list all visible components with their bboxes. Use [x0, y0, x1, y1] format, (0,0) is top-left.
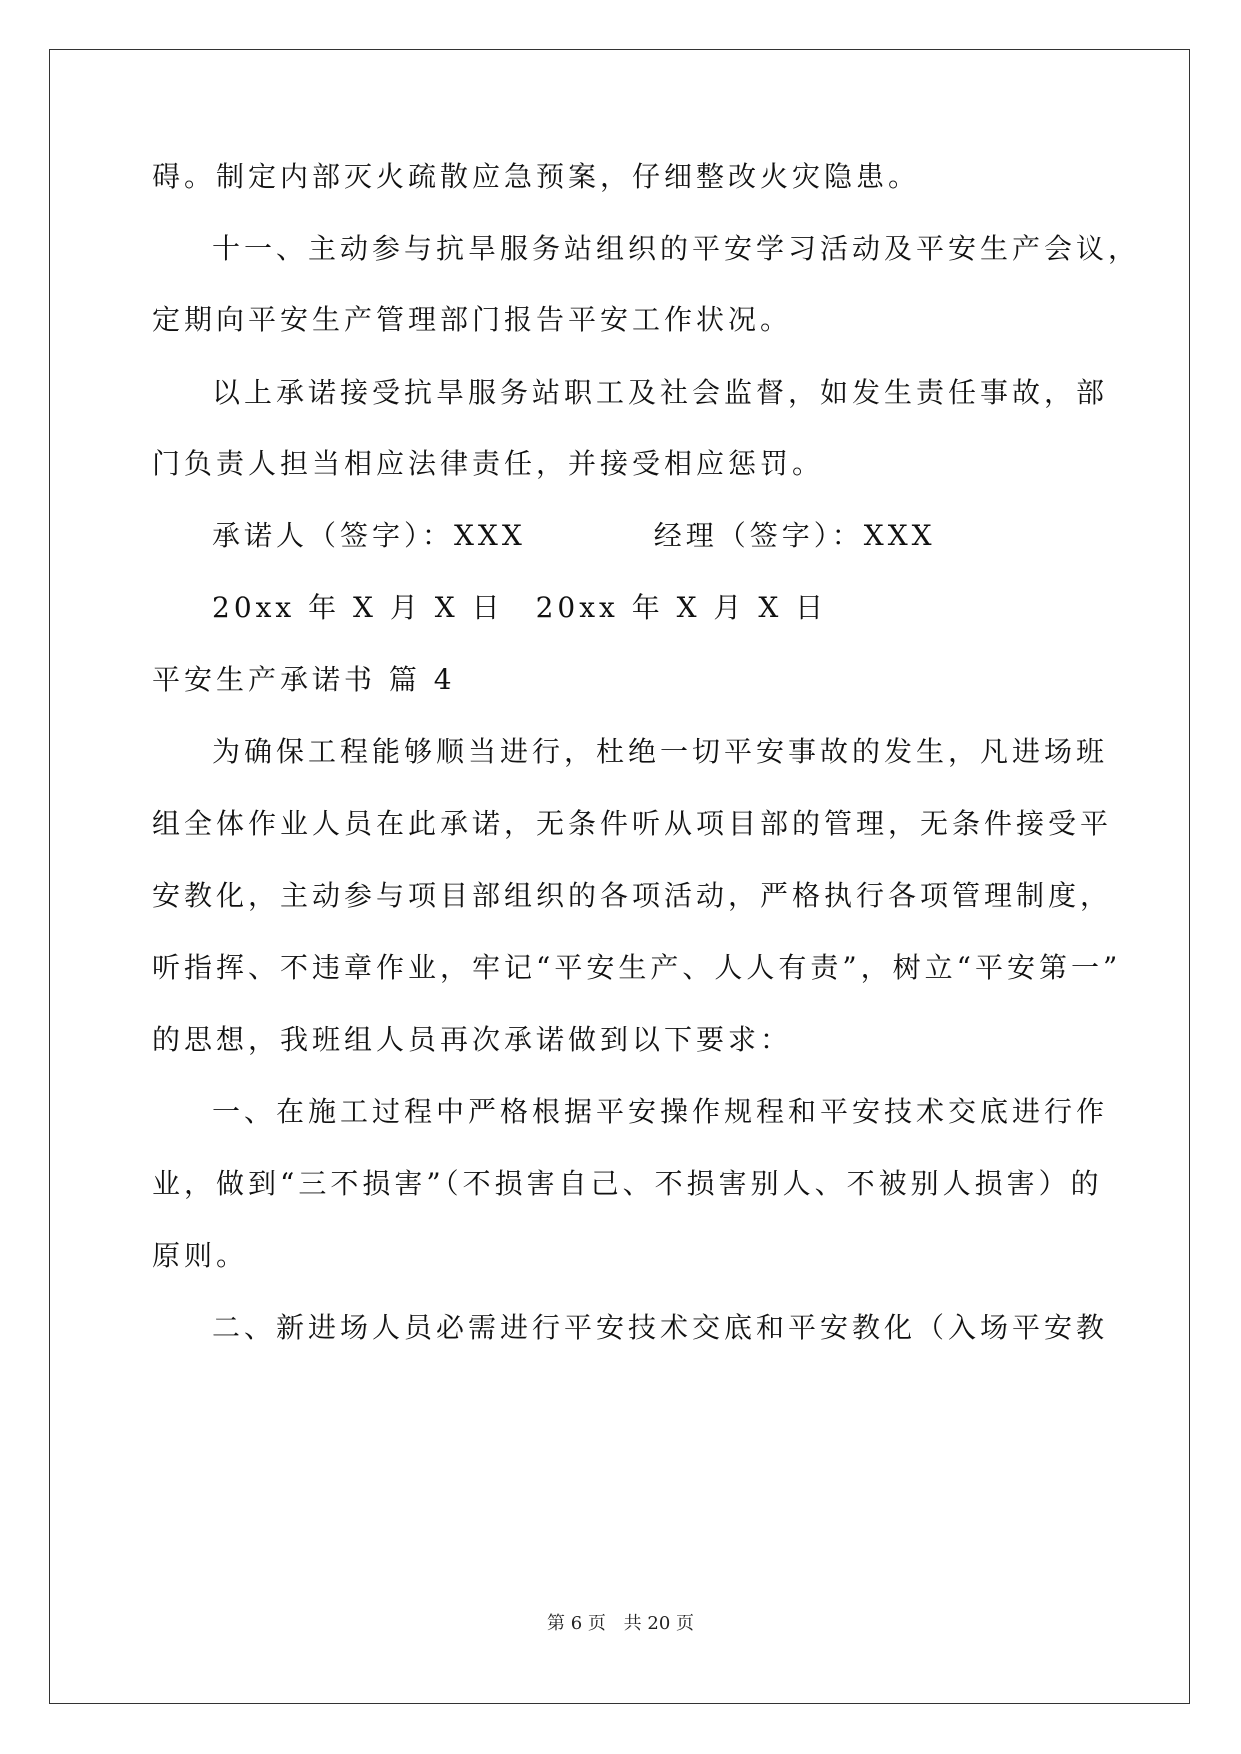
text-line-5: 门负责人担当相应法律责任，并接受相应惩罚。 [152, 447, 825, 480]
signature-line: 承诺人（签字）：XXX 经理（签字）：XXX [212, 519, 936, 552]
text-line-14: 一、在施工过程中严格根据平安操作规程和平安技术交底进行作 [212, 1095, 1109, 1128]
text-line-11: 安教化，主动参与项目部组织的各项活动，严格执行各项管理制度， [152, 879, 1113, 912]
text-line-17: 二、新进场人员必需进行平安技术交底和平安教化（入场平安教 [212, 1311, 1109, 1344]
section-heading: 平安生产承诺书 篇 4 [152, 663, 456, 696]
text-line-4: 以上承诺接受抗旱服务站职工及社会监督，如发生责任事故，部 [212, 376, 1109, 409]
text-line-13: 的思想，我班组人员再次承诺做到以下要求： [152, 1023, 793, 1056]
text-line-1: 碍。制定内部灭火疏散应急预案，仔细整改火灾隐患。 [152, 160, 921, 193]
text-line-2: 十一、主动参与抗旱服务站组织的平安学习活动及平安生产会议， [212, 232, 1141, 265]
text-line-9: 为确保工程能够顺当进行，杜绝一切平安事故的发生，凡进场班 [212, 735, 1109, 768]
text-line-15: 业，做到“三不损害”（不损害自己、不损害别人、不被别人损害）的 [152, 1167, 1103, 1200]
text-line-16: 原则。 [152, 1239, 249, 1272]
date-line: 20xx 年 X 月 X 日 20xx 年 X 月 X 日 [212, 591, 828, 624]
text-line-3: 定期向平安生产管理部门报告平安工作状况。 [152, 303, 793, 336]
text-line-10: 组全体作业人员在此承诺，无条件听从项目部的管理，无条件接受平 [152, 807, 1113, 840]
page-footer [0, 1612, 1241, 1636]
page-number: 第 6 页 [547, 1613, 606, 1634]
page-total: 共 20 页 [623, 1613, 694, 1634]
text-line-12: 听指挥、不违章作业，牢记“平安生产、人人有责”，树立“平安第一” [152, 951, 1122, 984]
